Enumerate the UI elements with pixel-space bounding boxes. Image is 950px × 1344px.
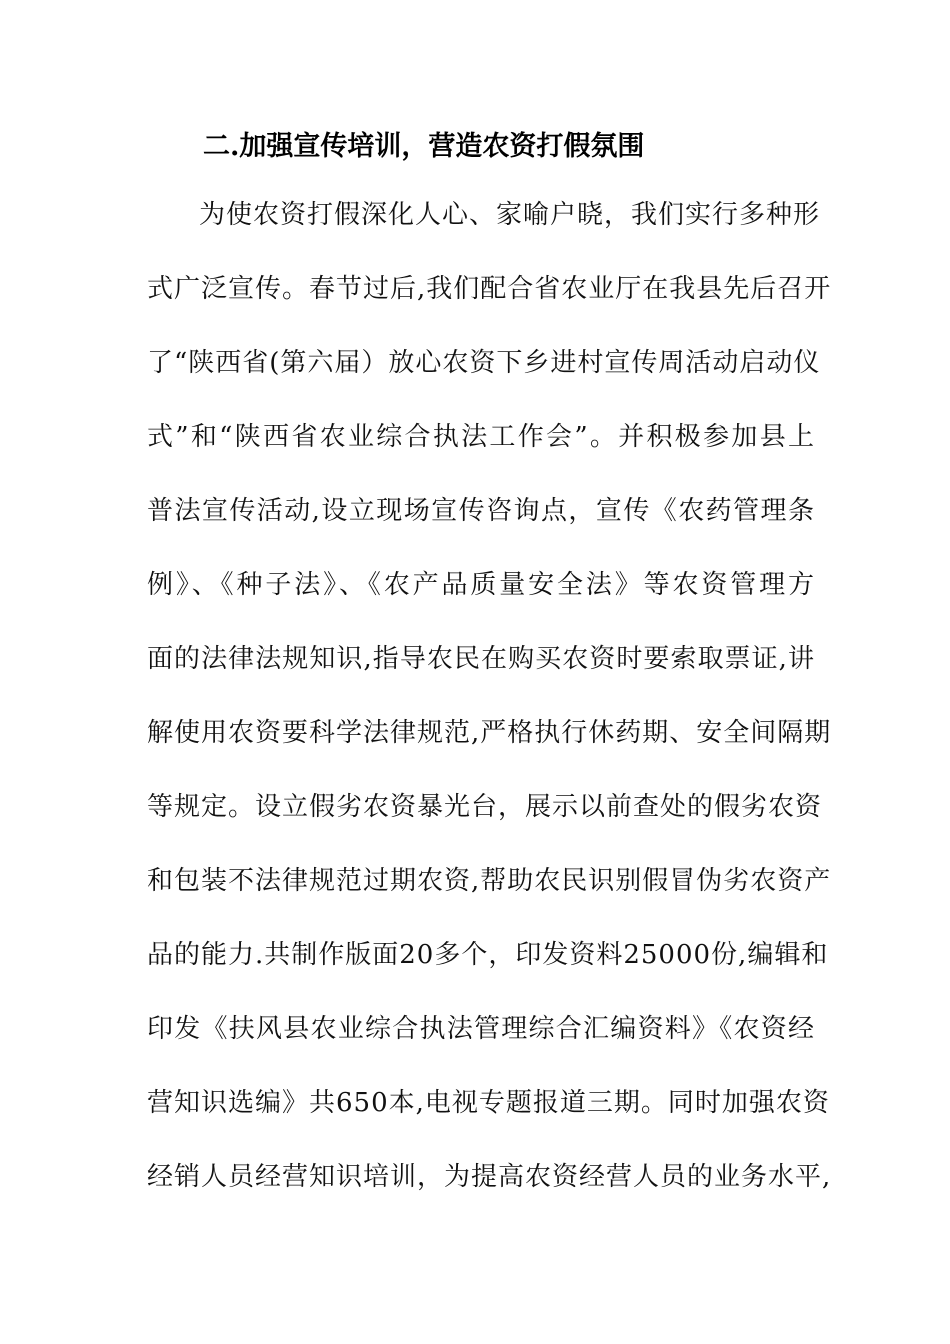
body-paragraph [147,188,832,1224]
paragraph-line: 普法宣传活动,设立现场宣传咨询点，宣传《农药管理条 [147,496,815,526]
paragraph-line: 和包装不法律规范过期农资,帮助农民识别假冒伪劣农资产 [147,866,832,896]
paragraph-line: 品的能力.共制作版面20多个，印发资料25000份,编辑和 [147,940,829,970]
paragraph-line: 解使用农资要科学法律规范,严格执行休药期、安全间隔期 [147,718,832,748]
section-heading: 二.加强宣传培训，营造农资打假氛围 [203,131,645,162]
paragraph-line: 营知识选编》共650本,电视专题报道三期。同时加强农资 [147,1088,830,1118]
paragraph-line: 等规定。设立假劣农资暴光台，展示以前查处的假劣农资 [147,792,823,822]
paragraph-line: 例》、《种子法》、《农产品质量安全法》等农资管理方 [147,570,815,600]
paragraph-line: 式”和“陕西省农业综合执法工作会”。并积极参加县上 [147,422,815,452]
paragraph-line: 为使农资打假深化人心、家喻户晓，我们实行多种形 [199,200,821,230]
paragraph-line: 式广泛宣传。春节过后,我们配合省农业厅在我县先后召开 [147,274,832,304]
paragraph-line: 面的法律法规知识,指导农民在购买农资时要索取票证,讲 [147,644,815,674]
paragraph-line: 了“陕西省(第六届）放心农资下乡进村宣传周活动启动仪 [147,348,821,378]
paragraph-line: 印发《扶风县农业综合执法管理综合汇编资料》《农资经 [147,1014,815,1044]
paragraph-line: 经销人员经营知识培训，为提高农资经营人员的业务水平, [147,1162,832,1192]
